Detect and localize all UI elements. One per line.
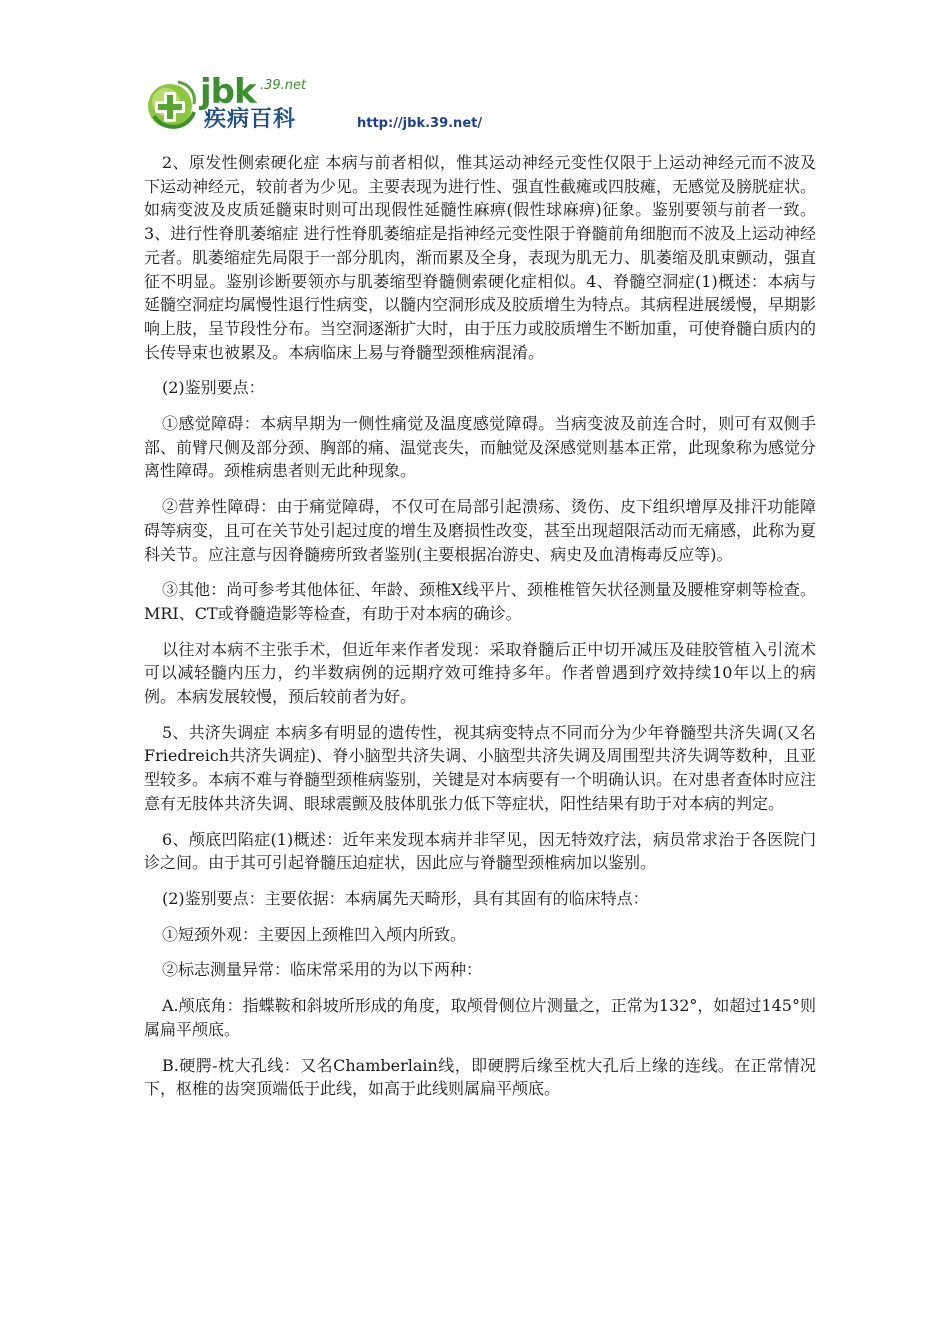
site-logo[interactable] <box>144 72 344 136</box>
paragraph-5: ③其他：尚可参考其他体征、年龄、颈椎X线平片、颈椎椎管矢状径测量及腰椎穿刺等检查。MRI、CT或脊髓造影等检查，有助于对本病的确诊。 <box>144 580 816 623</box>
logo-domain-suffix: .39.net <box>260 78 307 93</box>
paragraph-12: A.颅底角：指蝶鞍和斜坡所形成的角度，取颅骨侧位片测量之，正常为132°，如超过145°则属扁平颅底。 <box>144 996 816 1039</box>
paragraph-7: 5、共济失调症 本病多有明显的遗传性，视其病变特点不同而分为少年脊髓型共济失调(又名Friedreich共济失调症)、脊小脑型共济失调、小脑型共济失调及周围型共济失调等数种，且亚型较多。本病不难与脊髓型颈椎病鉴别，关键是对本病要有一个明确认识。在对患者查体时应注意有无肢体共济失调、眼球震颤及肢体肌张力低下等症状，阳性结果有助于对本病的判定。 <box>144 722 817 813</box>
logo-wordmark: jbk <box>200 72 256 112</box>
paragraph-9: (2)鉴别要点：主要依据：本病属先天畸形，具有其固有的临床特点： <box>162 888 649 908</box>
paragraph-11: ②标志测量异常：临床常采用的为以下两种： <box>162 960 483 980</box>
paragraph-2: (2)鉴别要点： <box>162 378 265 398</box>
paragraph-13: B.硬腭-枕大孔线：又名Chamberlain线，即硬腭后缘至枕大孔后上缘的连线。在正常情况下，枢椎的齿突顶端低于此线，如高于此线则属扁平颅底。 <box>144 1055 816 1099</box>
paragraph-6: 以往对本病不主张手术，但近年来作者发现：采取脊髓后正中切开减压及硅胶管植入引流术可以减轻髓内压力，约半数病例的远期疗效可维持多年。作者曾遇到疗效持续10年以上的病例。本病发展较慢，预后较前者为好。 <box>144 639 816 707</box>
paragraph-4: ②营养性障碍：由于痛觉障碍，不仅可在局部引起溃疡、烫伤、皮下组织增厚及排汗功能障碍等病变，且可在关节处引起过度的增生及磨损性改变，甚至出现超限活动而无痛感，此称为夏科关节。应注意与因脊髓痨所致者鉴别(主要根据冶游史、病史及血清梅毒反应等)。 <box>144 497 817 564</box>
site-url-link[interactable]: http://jbk.39.net/ <box>357 116 483 131</box>
paragraph-8: 6、颅底凹陷症(1)概述：近年来发现本病并非罕见，因无特效疗法，病员常求治于各医院门诊之间。由于其可引起脊髓压迫症状，因此应与脊髓型颈椎病加以鉴别。 <box>144 829 816 873</box>
paragraph-3: ①感觉障碍：本病早期为一侧性痛觉及温度感觉障碍。当病变波及前连合时，则可有双侧手部、前臂尺侧及部分颈、胸部的痛、温觉丧失，而触觉及深感觉则基本正常，此现象称为感觉分离性障碍。颈椎病患者则无此种现象。 <box>144 414 817 481</box>
health-cross-icon <box>144 72 208 136</box>
paragraph-10: ①短颈外观：主要因上颈椎凹入颅内所致。 <box>162 924 467 944</box>
paragraph-1: 2、原发性侧索硬化症 本病与前者相似，惟其运动神经元变性仅限于上运动神经元而不波及下运动神经元，较前者为少见。主要表现为进行性、强直性截瘫或四肢瘫，无感觉及膀胱症状。如病变波及皮质延髓束时则可出现假性延髓性麻痹(假性球麻痹)征象。鉴别要领与前者一致。3、进行性脊肌萎缩症 进行性脊肌萎缩症是指神经元变性限于脊髓前角细胞而不波及上运动神经元者。肌萎缩症先局限于一部分肌肉，渐而累及全身，表现为肌无力、肌萎缩及肌束颤动，强直征不明显。鉴别诊断要领亦与肌萎缩型脊髓侧索硬化症相似。4、脊髓空洞症(1)概述：本病与延髓空洞症均属慢性退行性病变，以髓内空洞形成及胶质增生为特点。其病程进展缓慢，早期影响上肢，呈节段性分布。当空洞逐渐扩大时，由于压力或胶质增生不断加重，可使脊髓白质内的长传导束也被累及。本病临床上易与脊髓型颈椎病混淆。 <box>144 153 817 362</box>
logo-chinese-name: 疾病百科 <box>204 107 297 132</box>
article-body <box>144 151 816 1113</box>
